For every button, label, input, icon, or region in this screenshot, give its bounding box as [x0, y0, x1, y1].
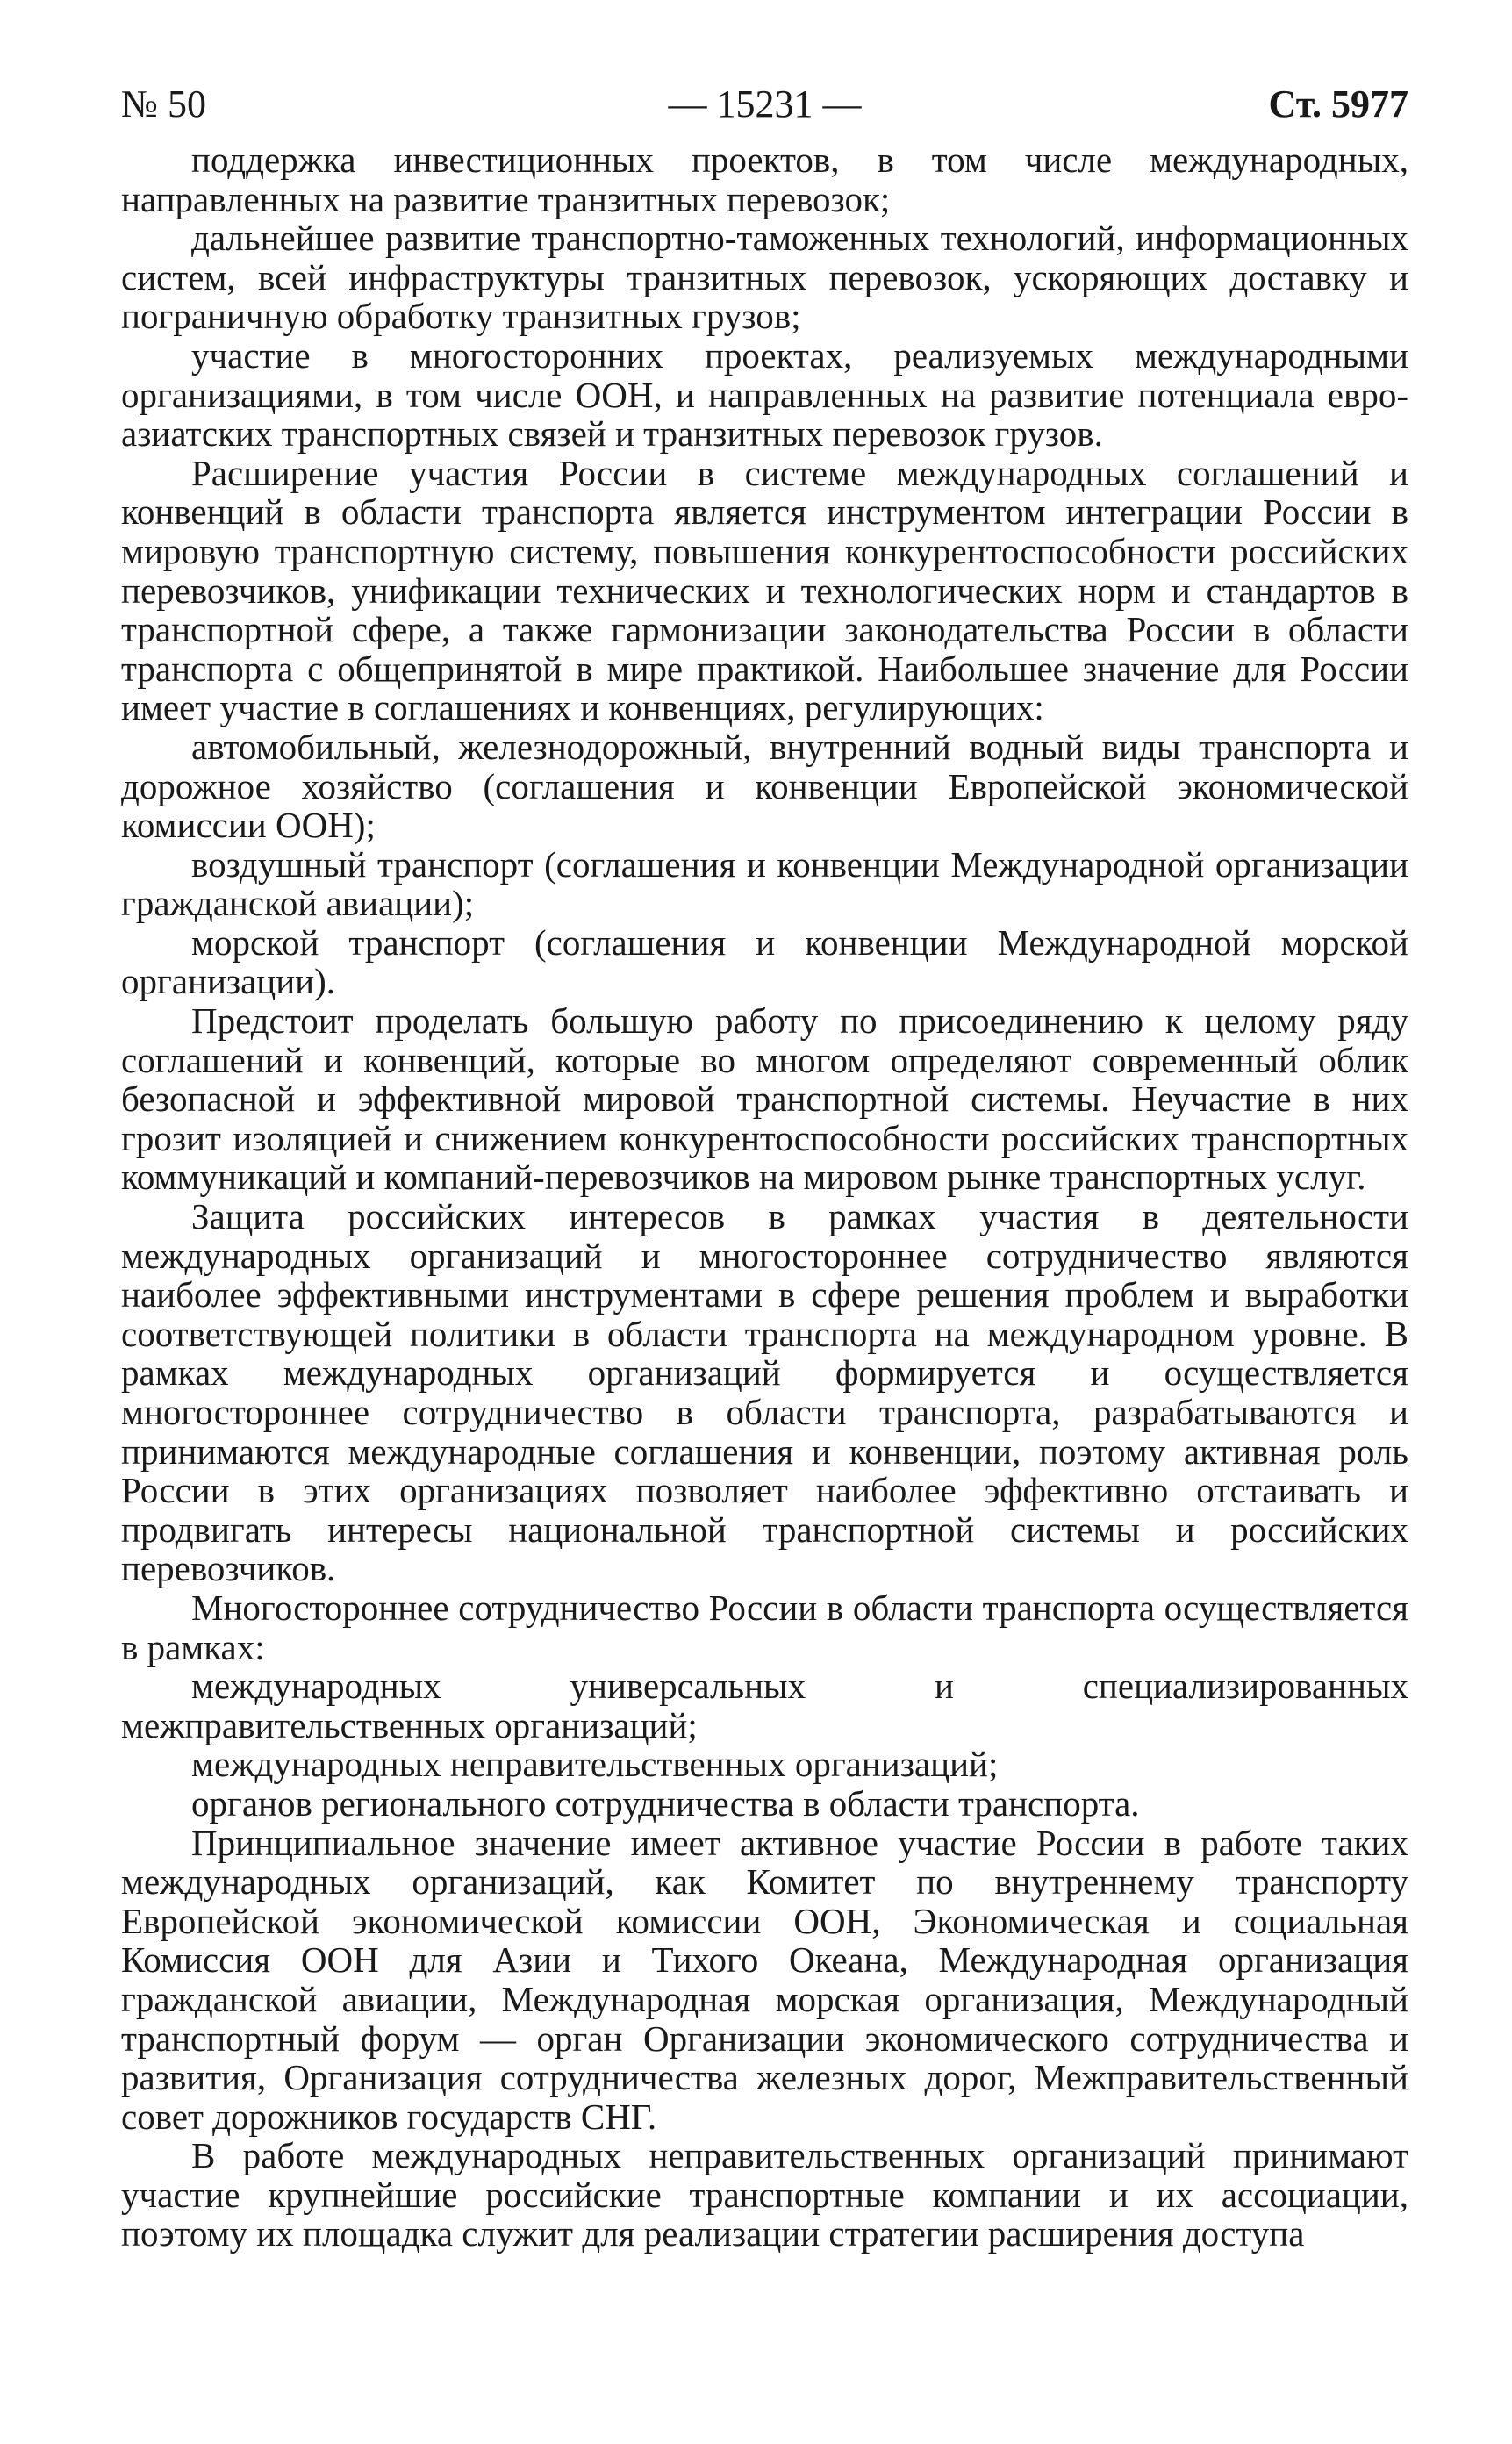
paragraph: Защита российских интересов в рамках участия в деятельности международных организаций и многостороннее сотрудничество являются наиболее эффективными инструментами в сфере решения проблем и выработки соответствующей политики в области транспорта на международном уровне. В рамках международных организаций формируется и осуществляется многостороннее сотрудничество в области транспорта, разрабатываются и принимаются международные соглашения и конвенции, поэтому активная роль России в этих организациях позволяет наиболее эффективно отстаивать и продвигать интересы национальной транспортной системы и российских перевозчиков. — [121, 1196, 1408, 1589]
paragraph: автомобильный, железнодорожный, внутренний водный виды транспорта и дорожное хозяйство (соглашения и конвенции Европейской экономической комиссии ООН); — [121, 726, 1408, 846]
paragraph: морской транспорт (соглашения и конвенции Международной морской организации). — [121, 921, 1408, 1002]
paragraph: В работе международных неправительственных организаций принимают участие крупнейшие российские транспортные компании и их ассоциации, поэтому их площадка служит для реализации стратегии расширения доступа — [121, 2135, 1408, 2254]
paragraph: органов регионального сотрудничества в области транспорта. — [191, 1782, 1140, 1824]
paragraph: международных универсальных и специализированных межправительственных организаций; — [121, 1666, 1408, 1745]
paragraph: Расширение участия России в системе международных соглашений и конвенций в области транспорта является инструментом интеграции России в мировую транспортную систему, повышения конкурентоспособности российских перевозчиков, унификации технических и технологических норм и стандартов в транспортной сфере, а также гармонизации законодательства России в области транспорта с общепринятой в мире практикой. Наибольшее значение для России имеет участие в соглашениях и конвенциях, регулирующих: — [121, 452, 1408, 728]
paragraph: дальнейшее развитие транспортно-таможенных технологий, информационных систем, всей инфраструктуры транзитных перевозок, ускоряющих доставку и пограничную обработку транзитных грузов; — [121, 218, 1408, 337]
page-header — [121, 77, 1408, 132]
paragraph: Многостороннее сотрудничество России в области транспорта осуществляется в рамках: — [121, 1587, 1408, 1667]
article-number: Ст. 5977 — [1268, 82, 1408, 125]
paragraph: воздушный транспорт (соглашения и конвенции Международной организации гражданской авиации); — [121, 843, 1408, 924]
paragraph: Принципиальное значение имеет активное участие России в работе таких международных организаций, как Комитет по внутреннему транспорту Европейской экономической комиссии ООН, Экономическая и социальная Комиссия ООН для Азии и Тихого Океана, Международная организация гражданской авиации, Международная морская организация, Международный транспортный форум — орган Организации экономического сотрудничества и развития, Организация сотрудничества железных дорог, Межправительственный совет дорожников государств СНГ. — [121, 1822, 1408, 2137]
document-body — [121, 140, 1408, 2254]
paragraph: международных неправительственных организаций; — [191, 1744, 999, 1785]
paragraph: участие в многосторонних проектах, реализуемых международными организациями, в том числе ООН, и направленных на развитие потенциала евро-азиатских транспортных связей и транзитных перевозок грузов. — [121, 334, 1408, 455]
issue-number: № 50 — [121, 82, 206, 125]
paragraph: поддержка инвестиционных проектов, в том числе международных, направленных на развитие транзитных перевозок; — [121, 140, 1408, 219]
page-number: — 15231 — — [668, 82, 862, 125]
paragraph: Предстоит проделать большую работу по присоединению к целому ряду соглашений и конвенций, которые во многом определяют современный облик безопасной и эффективной мировой транспортной системы. Неучастие в них грозит изоляцией и снижением конкурентоспособности российских транспортных коммуникаций и компаний-перевозчиков на мировом рынке транспортных услуг. — [121, 1000, 1408, 1198]
